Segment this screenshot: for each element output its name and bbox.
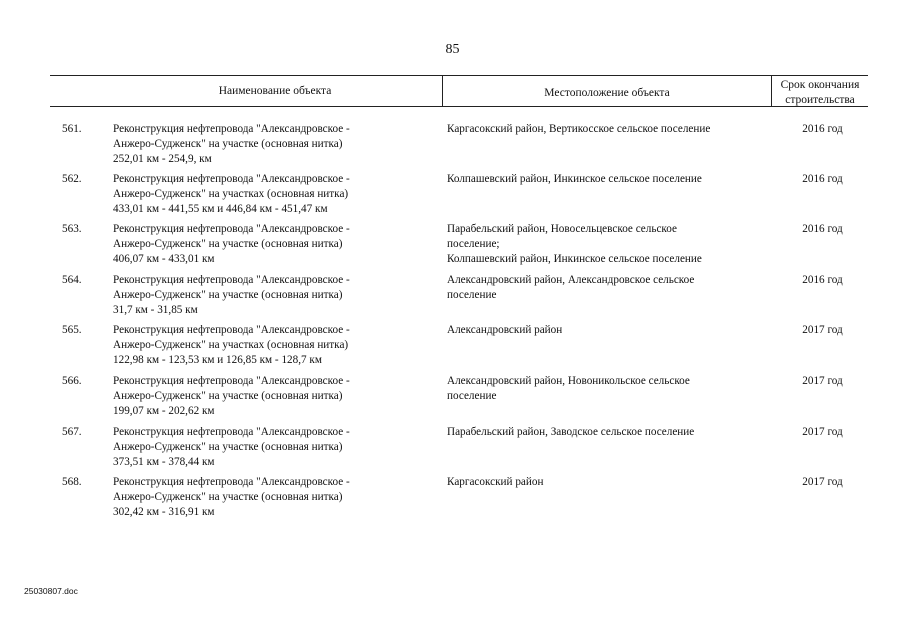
table-row: [0, 273, 905, 323]
object-name-line: Анжеро-Судженск" на участках (основная нитка): [113, 339, 349, 351]
object-location: [447, 323, 762, 338]
object-name: [113, 425, 413, 470]
page-number: 85: [445, 42, 460, 57]
table-row: [0, 172, 905, 222]
object-name-line: Анжеро-Судженск" на участке (основная нитка): [113, 491, 343, 503]
header-bottom-rule: [50, 106, 868, 107]
object-name: [113, 475, 413, 520]
object-name-line: Реконструкция нефтепровода "Александровское -: [113, 223, 350, 235]
object-location: [447, 122, 762, 137]
object-name-line: Анжеро-Судженск" на участке (основная нитка): [113, 390, 343, 402]
object-name-line: Реконструкция нефтепровода "Александровское -: [113, 274, 350, 286]
object-location: [447, 475, 762, 490]
object-location-line: Парабельский район, Заводское сельское поселение: [447, 426, 695, 438]
completion-year: 2016 год: [802, 123, 843, 135]
document-file-reference: 25030807.doc: [24, 586, 78, 596]
object-location-line: Колпашевский район, Инкинское сельское поселение: [447, 253, 702, 265]
table-row: [0, 374, 905, 424]
object-location: [447, 222, 762, 267]
object-name-line: Реконструкция нефтепровода "Александровское -: [113, 426, 350, 438]
object-location-line: поселение: [447, 289, 497, 301]
object-name-line: 406,07 км - 433,01 км: [113, 253, 215, 265]
object-name-line: Анжеро-Судженск" на участке (основная нитка): [113, 441, 343, 453]
table-row: [0, 475, 905, 525]
object-name-line: 122,98 км - 123,53 км и 126,85 км - 128,7 км: [113, 354, 322, 366]
completion-year: 2017 год: [802, 375, 843, 387]
row-number: 565.: [62, 324, 82, 336]
object-location: [447, 172, 762, 187]
object-name-line: 199,07 км - 202,62 км: [113, 405, 215, 417]
object-name-line: Анжеро-Судженск" на участке (основная нитка): [113, 289, 343, 301]
table-row: [0, 425, 905, 475]
object-location-line: Колпашевский район, Инкинское сельское поселение: [447, 173, 702, 185]
row-number: 567.: [62, 426, 82, 438]
row-number: 568.: [62, 476, 82, 488]
object-location-line: Александровский район, Александровское сельское: [447, 274, 695, 286]
completion-year: 2017 год: [802, 426, 843, 438]
object-name-line: Анжеро-Судженск" на участке (основная нитка): [113, 238, 343, 250]
completion-year: 2016 год: [802, 173, 843, 185]
table-row: [0, 323, 905, 373]
object-location-line: Александровский район, Новоникольское сельское: [447, 375, 690, 387]
object-name: [113, 374, 413, 419]
header-deadline-column: [772, 78, 868, 108]
object-name-line: Реконструкция нефтепровода "Александровское -: [113, 476, 350, 488]
object-name-line: 373,51 км - 378,44 км: [113, 456, 215, 468]
object-location-line: Парабельский район, Новосельцевское сельское: [447, 223, 677, 235]
completion-year: 2017 год: [802, 476, 843, 488]
table-row: [0, 122, 905, 172]
object-name: [113, 122, 413, 167]
object-location-line: Каргасокский район, Вертикосское сельское поселение: [447, 123, 711, 135]
completion-year: 2016 год: [802, 223, 843, 235]
object-name-line: Реконструкция нефтепровода "Александровское -: [113, 173, 350, 185]
object-name-line: Реконструкция нефтепровода "Александровское -: [113, 375, 350, 387]
header-deadline-line1: Срок окончания: [780, 79, 860, 91]
object-name: [113, 323, 413, 368]
object-location-line: Каргасокский район: [447, 476, 544, 488]
header-top-rule: [50, 75, 868, 76]
object-location-line: поселение;: [447, 238, 500, 250]
object-location: [447, 425, 762, 440]
completion-year: 2017 год: [802, 324, 843, 336]
object-location-line: поселение: [447, 390, 497, 402]
header-location-column: Местоположение объекта: [544, 87, 670, 99]
table-row: [0, 222, 905, 272]
header-deadline-line2: строительства: [785, 94, 855, 106]
object-name: [113, 273, 413, 318]
object-location-line: Александровский район: [447, 324, 563, 336]
completion-year: 2016 год: [802, 274, 843, 286]
object-name-line: Реконструкция нефтепровода "Александровское -: [113, 324, 350, 336]
row-number: 563.: [62, 223, 82, 235]
object-name-line: 252,01 км - 254,9, км: [113, 153, 212, 165]
row-number: 564.: [62, 274, 82, 286]
object-name-line: Анжеро-Судженск" на участке (основная нитка): [113, 138, 343, 150]
object-location: [447, 273, 762, 303]
header-name-column: Наименование объекта: [218, 85, 332, 97]
object-name-line: 302,42 км - 316,91 км: [113, 506, 215, 518]
row-number: 566.: [62, 375, 82, 387]
object-name: [113, 222, 413, 267]
object-name: [113, 172, 413, 217]
object-name-line: 433,01 км - 441,55 км и 446,84 км - 451,47 км: [113, 203, 328, 215]
object-name-line: 31,7 км - 31,85 км: [113, 304, 198, 316]
object-name-line: Реконструкция нефтепровода "Александровское -: [113, 123, 350, 135]
row-number: 561.: [62, 123, 82, 135]
object-name-line: Анжеро-Судженск" на участках (основная нитка): [113, 188, 349, 200]
object-location: [447, 374, 762, 404]
row-number: 562.: [62, 173, 82, 185]
